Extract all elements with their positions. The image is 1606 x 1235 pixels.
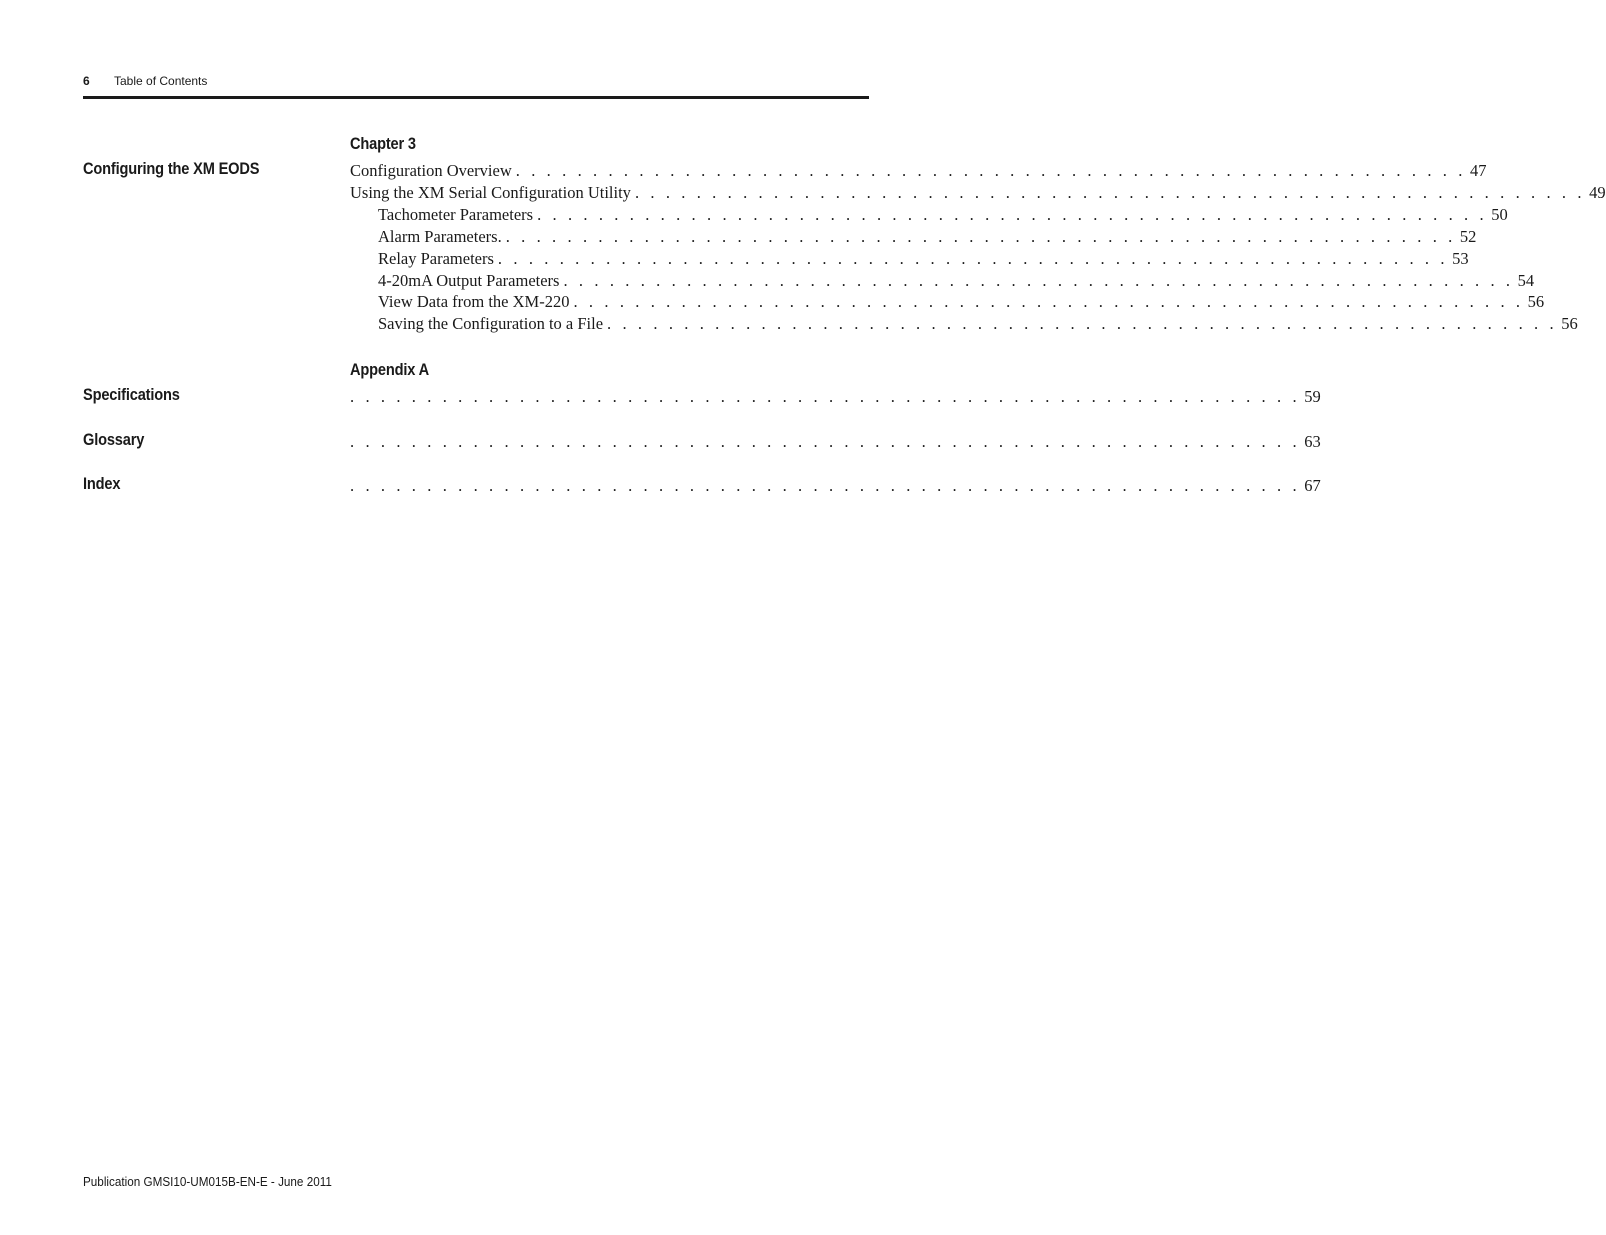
dot-leader: . . . . . . . . . . . . . . . . . . . . . . . . . . . . . . . . . . . . . . . . . . . . . . . . . . . . . . . . . . . . . . [573,292,1524,311]
toc-entry-page: 63 [1304,432,1321,451]
toc-entry-page: 50 [1491,205,1508,224]
toc-entry-page: 47 [1469,161,1487,180]
section-heading-glossary: Glossary [83,430,145,449]
toc-entry[interactable] [350,431,1321,453]
dot-leader: . . . . . . . . . . . . . . . . . . . . . . . . . . . . . . . . . . . . . . . . . . . . . . . . . . . . . . . . . . . . . . [350,432,1301,451]
toc-entry-page: 53 [1452,249,1469,268]
toc-entry-label: Using the XM Serial Configuration Utility [350,183,631,202]
toc-entry[interactable] [350,386,1321,408]
toc-entry[interactable] [350,475,1321,497]
dot-leader: . . . . . . . . . . . . . . . . . . . . . . . . . . . . . . . . . . . . . . . . . . . . . . . . . . . . . . . . . . . . . . [563,271,1514,290]
dot-leader: . . . . . . . . . . . . . . . . . . . . . . . . . . . . . . . . . . . . . . . . . . . . . . . . . . . . . . . . . . . . . . [505,227,1456,246]
section-heading-configuring: Configuring the XM EODS [83,159,260,178]
toc-entry-label: Saving the Configuration to a File [378,314,604,333]
toc-entry[interactable] [350,160,1487,182]
toc-entry-page: 56 [1561,314,1578,333]
dot-leader: . . . . . . . . . . . . . . . . . . . . . . . . . . . . . . . . . . . . . . . . . . . . . . . . . . . . . . . . . . . . . . [350,476,1301,495]
toc-entry[interactable] [378,291,1545,313]
toc-entry-page: 59 [1304,387,1321,406]
dot-leader: . . . . . . . . . . . . . . . . . . . . . . . . . . . . . . . . . . . . . . . . . . . . . . . . . . . . . . . . . . . . . . [497,249,1449,268]
toc-entry[interactable] [350,182,1606,204]
toc-entry-page: 54 [1517,271,1535,290]
dot-leader: . . . . . . . . . . . . . . . . . . . . . . . . . . . . . . . . . . . . . . . . . . . . . . . . . . . . . . . . . . . . . . [350,387,1301,406]
header-rule [83,96,869,99]
toc-entry-page: 52 [1459,227,1477,246]
chapter-label: Chapter 3 [350,134,416,153]
dot-leader: . . . . . . . . . . . . . . . . . . . . . . . . . . . . . . . . . . . . . . . . . . . . . . . . . . . . . . . . . . . . . . [537,205,1488,224]
toc-entry-label: Tachometer Parameters [378,205,534,224]
publication-footer: Publication GMSI10-UM015B-EN-E - June 2011 [83,1174,332,1189]
toc-entry-label: 4-20mA Output Parameters [378,271,560,290]
toc-entry[interactable] [378,204,1508,226]
section-heading-specifications: Specifications [83,385,180,404]
toc-entry-page: 67 [1304,476,1321,495]
section-heading-index: Index [83,474,121,493]
toc-entry-label: Configuration Overview [350,161,512,180]
toc-entry[interactable] [378,226,1477,248]
dot-leader: . . . . . . . . . . . . . . . . . . . . . . . . . . . . . . . . . . . . . . . . . . . . . . . . . . . . . . . . . . . . . . [515,161,1466,180]
toc-entry-label: Relay Parameters [378,249,494,268]
toc-entry[interactable] [378,248,1469,270]
running-title: Table of Contents [114,74,208,88]
toc-entry-label: Alarm Parameters. [378,227,502,246]
toc-entry-page: 56 [1527,292,1545,311]
toc-entry-page: 49 [1589,183,1606,202]
page-number: 6 [83,74,90,88]
page-header [83,72,869,92]
appendix-label: Appendix A [350,360,429,379]
dot-leader: . . . . . . . . . . . . . . . . . . . . . . . . . . . . . . . . . . . . . . . . . . . . . . . . . . . . . . . . . . . . . . [607,314,1558,333]
toc-entry-label: View Data from the XM-220 [378,292,570,311]
toc-entry[interactable] [378,313,1578,335]
dot-leader: . . . . . . . . . . . . . . . . . . . . . . . . . . . . . . . . . . . . . . . . . . . . . . . . . . . . . . . . . . . . . . [634,183,1586,202]
toc-entry[interactable] [378,270,1535,292]
